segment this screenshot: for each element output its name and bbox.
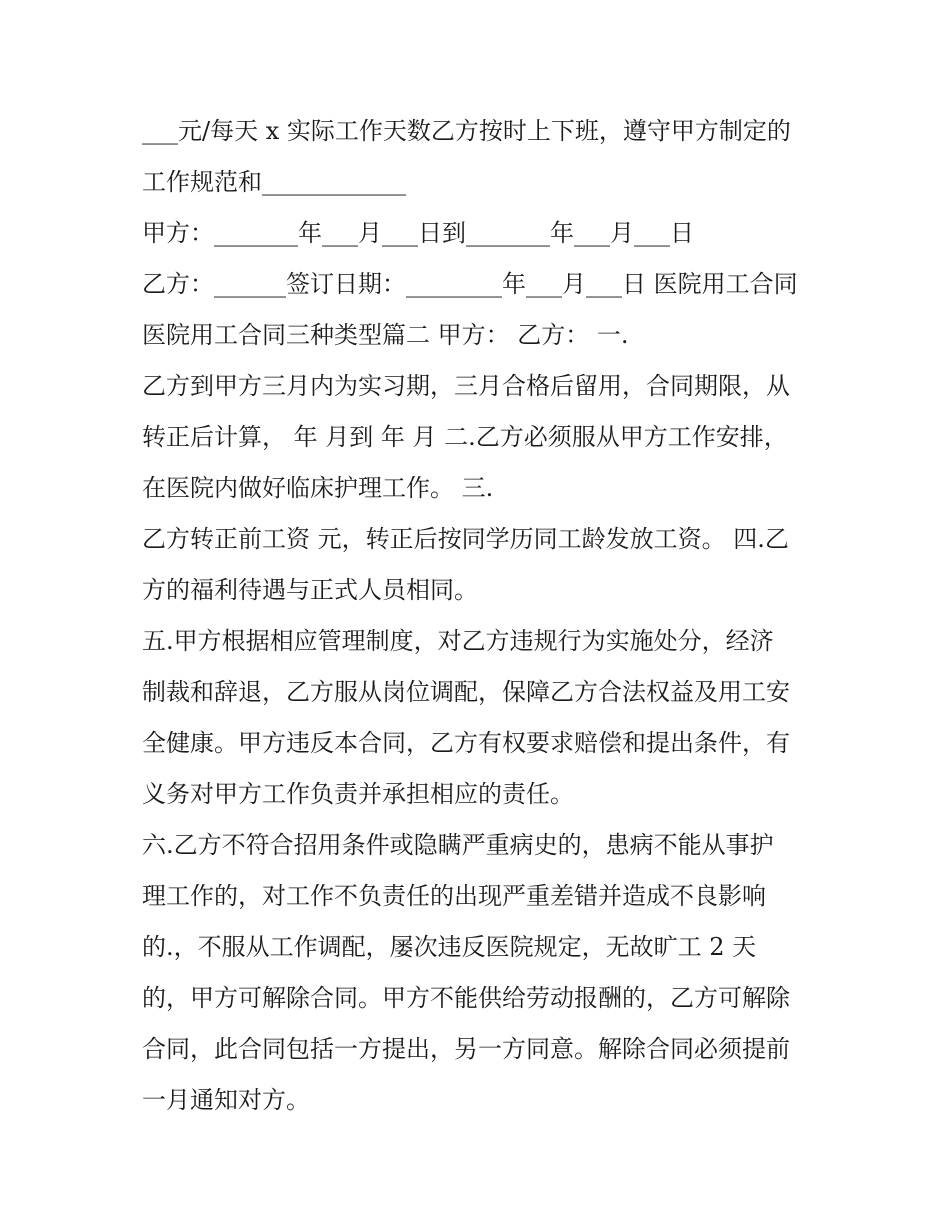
text-line: 工作规范和____________ — [142, 168, 406, 196]
text-line: 理工作的，对工作不负责任的出现严重差错并造成不良影响 — [142, 882, 766, 910]
text-line: 制裁和辞退，乙方服从岗位调配，保障乙方合法权益及用工安 — [142, 678, 790, 706]
text-line: 转正后计算， 年 月到 年 月 二.乙方必须服从甲方工作安排， — [142, 423, 788, 451]
text-line: 五.甲方根据相应管理制度，对乙方违规行为实施处分，经济 — [142, 627, 774, 655]
text-line: 的.，不服从工作调配，屡次违反医院规定，无故旷工 2 天 — [142, 933, 757, 961]
text-line: 六.乙方不符合招用条件或隐瞒严重病史的，患病不能从事护 — [142, 831, 774, 859]
text-line: 的，甲方可解除合同。甲方不能供给劳动报酬的，乙方可解除 — [142, 984, 790, 1012]
text-line: 义务对甲方工作负责并承担相应的责任。 — [142, 780, 574, 808]
text-line: 在医院内做好临床护理工作。 三. — [142, 474, 494, 502]
text-line: 医院用工合同三种类型篇二 甲方： 乙方： 一. — [142, 321, 629, 349]
text-line: ___元/每天 x 实际工作天数乙方按时上下班，遵守甲方制定的 — [142, 117, 791, 145]
text-line: 合同，此合同包括一方提出，另一方同意。解除合同必须提前 — [142, 1035, 790, 1063]
text-line: 乙方：______签订日期：________年___月___日 医院用工合同 — [142, 270, 798, 298]
text-line: 甲方：_______年___月___日到_______年___月___日 — [142, 219, 694, 247]
contract-body — [142, 106, 822, 1126]
text-line: 一月通知对方。 — [142, 1086, 310, 1114]
text-line: 乙方到甲方三月内为实习期，三月合格后留用，合同期限，从 — [142, 372, 790, 400]
text-line: 全健康。甲方违反本合同，乙方有权要求赔偿和提出条件，有 — [142, 729, 790, 757]
text-line: 乙方转正前工资 元，转正后按同学历同工龄发放工资。 四.乙 — [142, 525, 789, 553]
text-line: 方的福利待遇与正式人员相同。 — [142, 576, 478, 604]
